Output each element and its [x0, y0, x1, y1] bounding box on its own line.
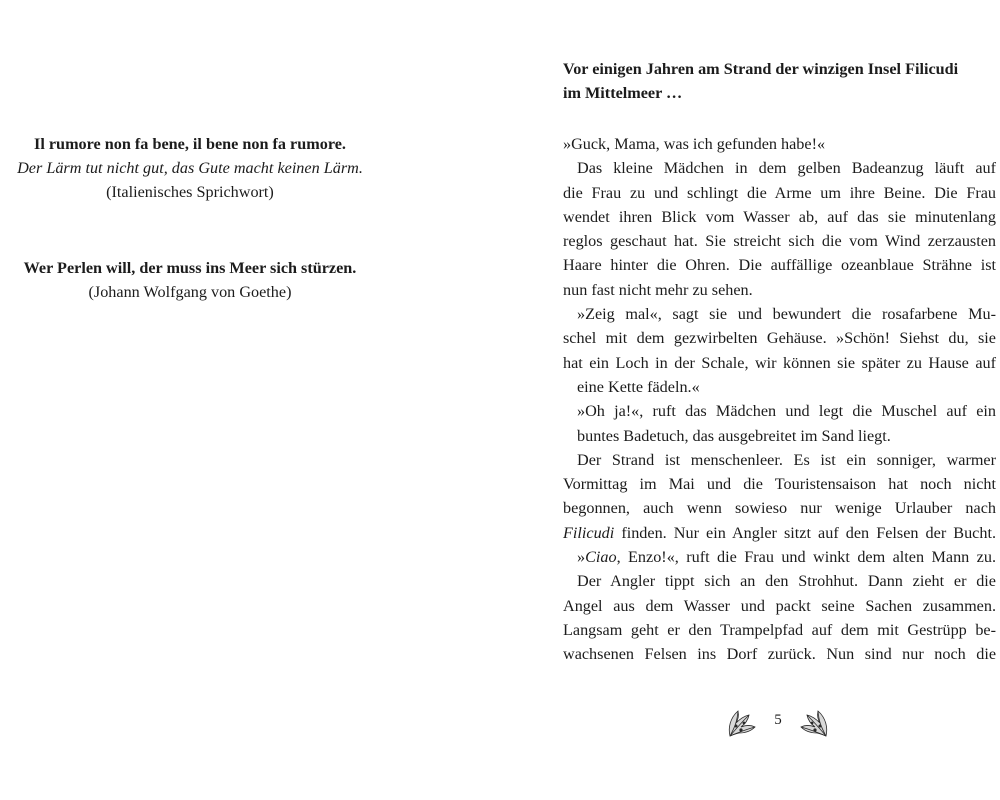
text-line: Der Angler tippt sich an den Strohhut. Dann zieht er die	[577, 572, 996, 591]
shell-ornament-icon	[798, 706, 832, 740]
text-line: hat ein Loch in der Schale, wir können sie später zu Hause auf	[563, 353, 996, 372]
quote-italian-text: Il rumore non fa bene, il bene non fa rumore.	[34, 135, 346, 153]
text-line: reglos geschaut hat. Sie streicht sich die vom Wind zerzausten	[563, 232, 996, 251]
paragraph	[563, 399, 996, 448]
page-footer	[724, 703, 832, 743]
paragraph	[563, 156, 996, 302]
text-line: schel mit dem gezwirbelten Gehäuse. »Schön! Siehst du, sie	[563, 329, 996, 348]
chapter-heading-line: im Mittelmeer …	[563, 84, 683, 102]
chapter-heading-line: Vor einigen Jahren am Strand der winzigen Insel Filicudi	[563, 60, 959, 78]
quote-source: (Italienisches Sprichwort)	[106, 183, 274, 201]
paragraph: »Guck, Mama, was ich gefunden habe!«	[563, 135, 826, 153]
text-line: nun fast nicht mehr zu sehen.	[563, 280, 753, 299]
paragraph	[563, 448, 996, 545]
text-line: begonnen, auch wenn sowieso nur wenige Urlauber nach	[563, 499, 996, 518]
text-line: »Oh ja!«, ruft das Mädchen und legt die Muschel auf ein	[577, 402, 996, 421]
italic-place-name: Filicudi	[563, 523, 615, 542]
shell-ornament-icon	[724, 706, 758, 740]
quote-goethe-text: Wer Perlen will, der muss ins Meer sich stürzen.	[23, 259, 357, 277]
text-line: Vormittag im Mai und die Touristensaison hat noch nicht	[563, 475, 996, 494]
text-line: wendet ihren Blick vom Wasser ab, auf das sie minutenlang	[563, 207, 996, 226]
paragraph	[563, 569, 996, 666]
right-page	[563, 0, 996, 800]
text-line: eine Kette fädeln.«	[577, 377, 700, 396]
text-line: , Enzo!«, ruft die Frau und winkt dem alten Mann zu.	[616, 548, 996, 567]
text-line: Das kleine Mädchen in dem gelben Badeanzug läuft auf	[577, 159, 996, 178]
chapter-heading	[563, 57, 996, 105]
text-line: Der Strand ist menschenleer. Es ist ein sonniger, warmer	[577, 450, 996, 469]
quote-italian-proverb	[0, 132, 380, 204]
paragraph	[563, 302, 996, 399]
text-line: Haare hinter die Ohren. Die auffällige ozeanblaue Strähne ist	[563, 256, 996, 275]
text-line: Angel aus dem Wasser und packt seine Sachen zusammen.	[563, 596, 996, 615]
paragraph	[563, 545, 996, 569]
text-line: wachsenen Felsen ins Dorf zurück. Nun sind nur noch die	[563, 645, 996, 664]
text-line: »Zeig mal«, sagt sie und bewundert die rosafarbene Mu-	[577, 305, 996, 324]
text-line: Langsam geht er den Trampelpfad auf dem mit Gestrüpp be-	[563, 620, 996, 639]
text-line: buntes Badetuch, das ausgebreitet im Sand liegt.	[577, 426, 891, 445]
quote-german-translation: Der Lärm tut nicht gut, das Gute macht keinen Lärm.	[17, 159, 363, 177]
left-page	[0, 0, 380, 800]
page-number: 5	[774, 712, 782, 728]
body-text	[563, 132, 996, 667]
quote-goethe	[0, 256, 380, 304]
text-line: finden. Nur ein Angler sitzt auf den Felsen der Bucht.	[614, 523, 996, 542]
italic-greeting: Ciao	[585, 548, 617, 567]
text-line: die Frau zu und schlingt die Arme um ihre Beine. Die Frau	[563, 183, 996, 202]
quote-mark: »	[577, 548, 586, 567]
quote-goethe-source: (Johann Wolfgang von Goethe)	[88, 283, 292, 301]
